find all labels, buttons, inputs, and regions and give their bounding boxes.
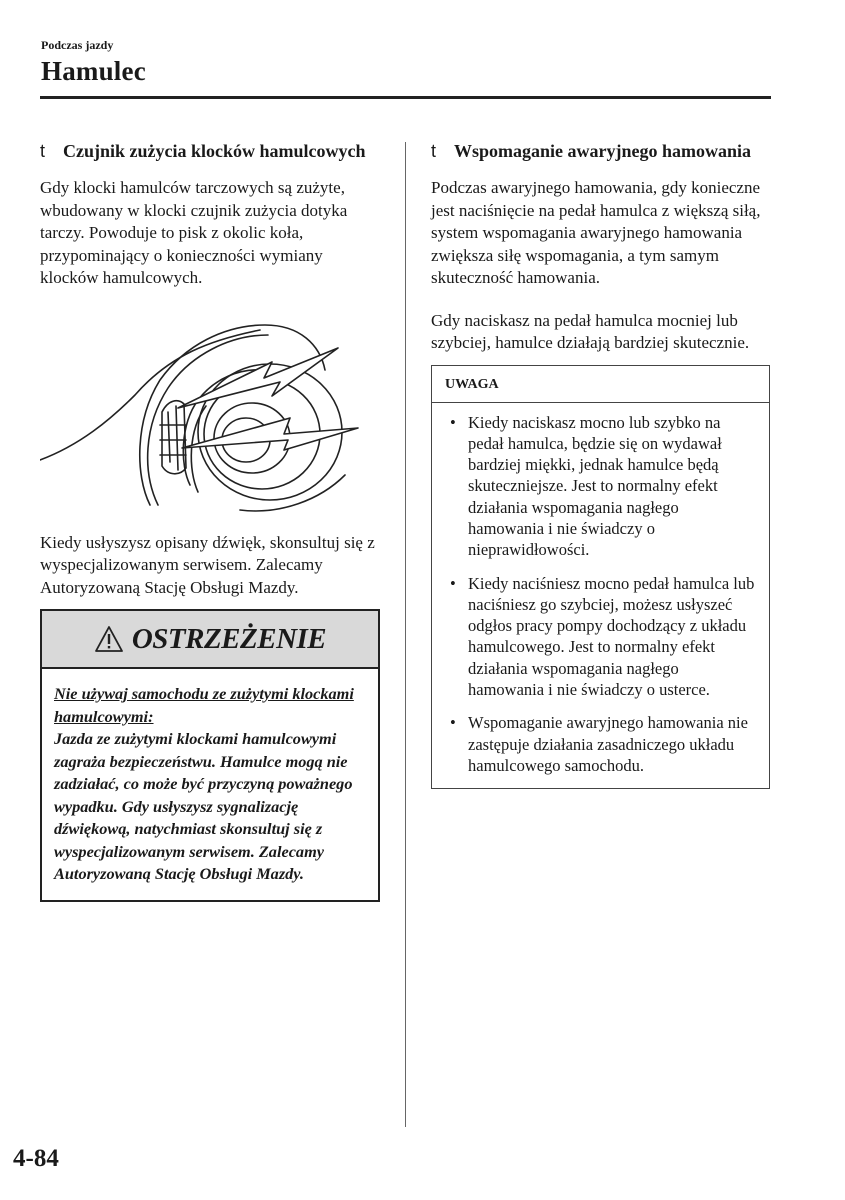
emergency-brake-heading <box>431 140 771 163</box>
note-item <box>446 712 755 776</box>
note-body <box>432 403 769 789</box>
title-rule <box>40 96 771 99</box>
warning-title: OSTRZEŻENIE <box>131 622 327 655</box>
page-title: Hamulec <box>41 56 146 86</box>
bullet-icon: • <box>450 412 456 432</box>
heading-bullet: t <box>431 141 437 161</box>
warning-box <box>40 609 380 902</box>
note-item-text: Kiedy naciskasz mocno lub szybko na pedał hamulca, będzie się on wydawał bardziej miękki, jednak hamulce będą skuteczniejsze. Jest to normalny efekt działania wspomagania nagłego hamowania i nie świadczy o nieprawidłowości. <box>468 412 722 560</box>
note-item <box>446 412 755 561</box>
note-item-text: Wspomaganie awaryjnego hamowania nie zastępuje działania zasadniczego układu hamulcowego samochodu. <box>468 713 748 775</box>
brake-pressure-paragraph: Gdy naciskasz na pedał hamulca mocniej lub szybciej, hamulce działają bardziej skutecznie. <box>431 310 750 352</box>
warning-body <box>42 669 378 900</box>
heading-bullet: t <box>40 141 46 161</box>
heading-text: Wspomaganie awaryjnego hamowania <box>454 141 752 161</box>
warning-header <box>42 611 378 669</box>
heading-text: Czujnik zużycia klocków hamulcowych <box>63 141 366 161</box>
page-number: 4-84 <box>13 1145 59 1172</box>
right-column <box>431 140 771 789</box>
note-item-text: Kiedy naciśniesz mocno pedał hamulca lub naciśniesz go szybciej, możesz usłyszeć odgłos pracy pompy dochodzący z układu hamulcowego. Jest to normalny efekt działania wspomagania nagłego hamowania i nie świadczy o usterce. <box>468 573 755 700</box>
wheel-sound-illustration-icon <box>40 300 380 518</box>
brake-wear-heading <box>40 140 380 163</box>
section-label: Podczas jazdy <box>41 38 114 52</box>
left-column <box>40 140 380 902</box>
note-item <box>446 573 755 701</box>
warning-lead: Nie używaj samochodu ze zużytymi klockami hamulcowymi: <box>54 684 354 726</box>
bullet-icon: • <box>450 573 456 593</box>
warning-triangle-icon <box>94 625 124 653</box>
emergency-brake-paragraph: Podczas awaryjnego hamowania, gdy konieczne jest naciśnięcie na pedał hamulca z większą siłą, system wspomagania awaryjnego hamowania zwiększa siłę wspomagania, a tym samym skuteczność hamowania. <box>431 178 761 287</box>
note-box <box>431 365 770 790</box>
brake-disc-illustration <box>40 300 380 518</box>
warning-text: Jazda ze zużytymi klockami hamulcowymi zagraża bezpieczeństwu. Hamulce mogą nie zadziałać, co może być przyczyną poważnego wypadku. Gdy usłyszysz sygnalizację dźwiękową, natychmiast skonsultuj się z wyspecjalizowanym serwisem. Zalecamy Autoryzowaną Stację Obsługi Mazdy. <box>54 729 353 883</box>
note-title: UWAGA <box>432 366 769 403</box>
bullet-icon: • <box>450 713 456 733</box>
consult-paragraph: Kiedy usłyszysz opisany dźwięk, skonsultuj się z wyspecjalizowanym serwisem. Zalecamy Autoryzowaną Stację Obsługi Mazdy. <box>40 532 375 597</box>
column-divider <box>405 142 406 1127</box>
brake-wear-paragraph: Gdy klocki hamulców tarczowych są zużyte, wbudowany w klocki czujnik zużycia dotyka tarczy. Powoduje to pisk z okolic koła, przypominający o konieczności wymiany klocków hamulcowych. <box>40 178 348 287</box>
